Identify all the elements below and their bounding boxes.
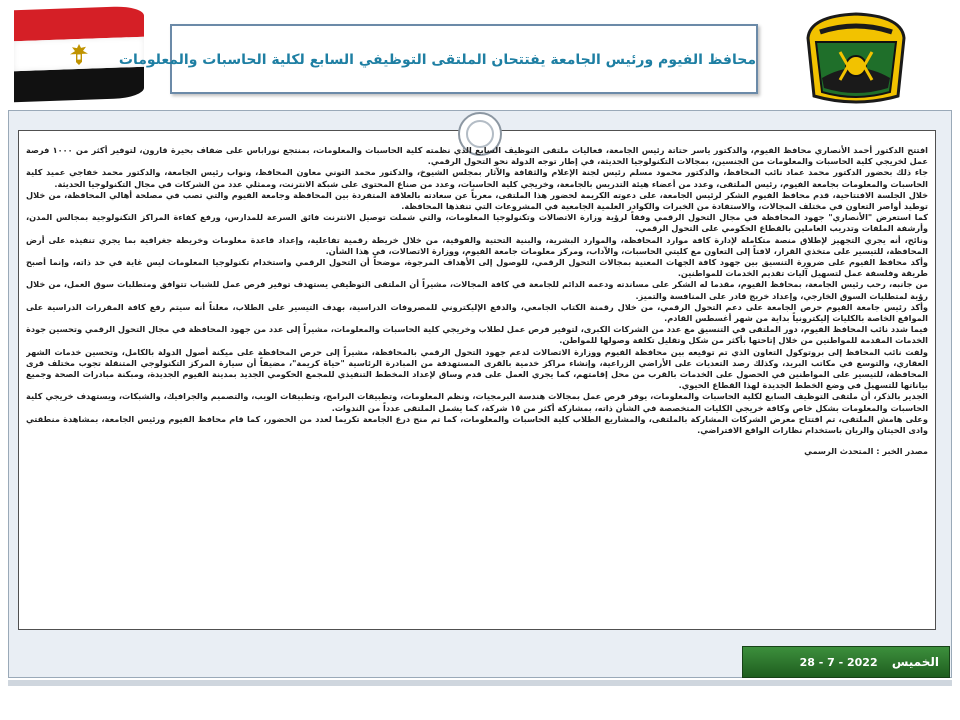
article-paragraph: خلال الجلسة الافتتاحية، قدم محافظ الفيوم الشكر لرئيس الجامعة، على دعوته الكريمة لحضور هذا الملتقى، معرباً عن سعادته بالعلاقة المتفردة بين المحافظة وجامعة الفيوم والتي تصب في مصلحة أهالي المحافظة، من خلال توطيد أواصر التعاون في مختلف المجالات، والاستفادة من الخبرات والكوادر العلمية الجامعية في المشروعات التي تنفذها المحافظة. — [26, 189, 928, 212]
article-paragraph: افتتح الدكتور أحمد الأنصاري محافظ الفيوم، والدكتور ياسر حتاتة رئيس الجامعة، فعاليات ملتقى التوظيف السابع الذي نظمته كلية الحاسبات والمعلومات، بمنتجع نوراباس على ضفاف بحيرة قارون، لتوفير أكثر من ١٠٠٠ فرصة عمل لخريجي كلية الحاسبات والمعلومات من الجنسين، بمجالات التكنولوجيا الحديثة، في إطار توجه الدولة نحو التحول الرقمي. — [26, 145, 928, 167]
article-paragraph: ونائح، أنه يجري التجهيز لإطلاق منصة متكاملة لإدارة كافة موارد المحافظة، والموارد البشرية، والبنية التحتية والفوقية، من خلال خريطة رقمية تفاعلية، وإعداد قاعدة معلومات وخريطة جغرافية بما يجري تنفيذه على أرض المحافظة، للتيسير على متخذي القرار، لافتاً إلى التعاون مع كليتي الحاسبات، والآداب، ومركز معلومات جامعة الفيوم، ووزارة الاتصالات، في هذا الشأن. — [26, 234, 928, 256]
news-source: مصدر الخبر : المتحدث الرسمي — [804, 446, 928, 457]
article-paragraph: ولفت نائب المحافظ إلى بروتوكول التعاون الذي تم توقيعه بين محافظة الفيوم ووزارة الاتصالات لدعم جهود التحول الرقمي بالمحافظة، مشيراً إلى حرص المحافظة على ميكنة أصول الدولة بالكامل، وتحسين خدمات الشهر العقاري، والتوسع في مكاتب البريد، وكذلك رصد التعديات على الأراضي الزراعية، وإنشاء مراكز خدمية بالقرى المستهدفة من المبادرة الرئاسية "حياة كريمة"، مضيفاً أن سيارة المركز التكنولوجي المتنقلة تجوب مختلف قرى المحافظة، للتيسير على المواطنين في الحصول على الخدمات بالقرب من محل إقامتهم، كما يجري العمل على قدم وساق لإعداد المخطط التنفيذي للمجمع الحكومي الجديد بمدينة الفيوم الجديدة، ومبكنة مبادرات الصحة وجميع بياناتها للتسهيل في وضع الخطط الجديدة لهذا القطاع الحيوي. — [26, 346, 928, 391]
title-box — [118, 24, 758, 94]
bottom-strip — [8, 680, 952, 686]
fayoum-governorate-logo-icon — [800, 8, 912, 108]
date-day: الخميس — [891, 655, 939, 669]
article-paragraph: من جانبه، رحب رئيس الجامعة، بمحافظ الفيوم، مقدما له الشكر على مساندته ودعمه الدائم للجامعة في كافة المجالات، مشيراً أن الملتقى التوظيفي يستهدف توفير فرص عمل للشباب تتوافق ومتطلبات سوق العمل، من خلال رؤية لمتطلبات السوق الخارجي، وإعداد خريج قادر على المنافسة والتميز. — [26, 279, 928, 301]
date-bar — [742, 646, 950, 678]
article-paragraph: جاء ذلك بحضور الدكتور محمد عماد نائب المحافظ، والدكتور محمود مسلم رئيس لجنة الإعلام والثقافة والآثار بمجلس الشيوخ، والدكتور محمد التوني معاون المحافظ، ونواب رئيس الجامعة، والدكتور محمد خفاجي عميد كلية الحاسبات والمعلومات بجامعة الفيوم، رئيس الملتقى، وعدد من أعضاء هيئة التدريس بالجامعة، وخريجي كلية الحاسبات، وعدد من صناع المحتوى على شبكة الانترنت، وممثلي عدد من الشركات في مجال التكنولوجيا الحديثة. — [26, 167, 928, 189]
article-paragraph: وعلى هامش الملتقى، تم افتتاح معرض الشركات المشاركة بالملتقى، والمشاريع الطلاب كلية الحاسبات والمعلومات، كما تم منح درع الجامعة تكريما لعدد من الحضور، كما قام محافظ الفيوم ورئيس الجامعة، بمشاهدة منطقتي وادى الحيتان والريان باستخدام نظارات الواقع الافتراضي. — [26, 413, 928, 436]
flag-red-band — [14, 6, 144, 41]
flag-black-band — [14, 67, 144, 102]
page-title: محافظ الفيوم ورئيس الجامعة يفتتحان الملتقى التوظيفي السابع لكلية الحاسبات والمعلومات — [118, 52, 756, 68]
article-paragraph: فيما شدد نائب المحافظ الفيوم، دور الملتقى في التنسيق مع عدد من الشركات الكبرى، لتوفير فرص عمل لطلاب وخريجي كلية الحاسبات والمعلومات، مشيراً إلى عدد من جهود المحافظة في مجال التحول الرقمي وتحسين جودة الخدمات المقدمة للمواطنين من خلال إتاحتها بأكثر من شكل وتقليل تكلفة وصولها للمواطن. — [26, 324, 928, 346]
eagle-of-saladin-icon — [66, 41, 92, 68]
article-paragraph: وأكد محافظ الفيوم على ضرورة التنسيق بين جهود كافة الجهات المعنية بمجالات التحول الرقمي، للوصول إلى الأهداف المرجوة، موضحاً أن التحول الرقمي واستخدام تكنولوجيا المعلومات ليس غاية في حد ذاته، وإنما أصبح طريقة وفلسفة عمل لتسهيل آليات تقديم الخدمات للمواطنين. — [26, 257, 928, 279]
article-paragraph: كما استعرض "الأنصاري" جهود المحافظة في مجال التحول الرقمي وفقاً لرؤية وزارة الاتصالات وتكنولوجيا المعلومات، والتي شملت توصيل الانترنت فائق السرعة للمدارس، ورفع كفاءة المراكز التكنولوجية بمجالس المدن، وأرشفة الملفات وتدريب العاملين بالقطاع الحكومي على التحول الرقمي. — [26, 212, 928, 234]
article-body — [26, 145, 928, 625]
article-paragraph: الجدير بالذكر، أن ملتقى التوظيف السابع لكلية الحاسبات والمعلومات، يوفر فرص عمل بمجالات هندسة البرمجيات، ونظم المعلومات، وتطبيقات البرامج، وتطبيقات الويب، والتصميم والجرافيك، والشبكات، ويستهدف خريجي كلية الحاسبات والمعلومات بشكل خاص وكافة خريجي الكليات المتخصصة في الشأن ذاته، بمشاركة أكثر من ١٥ شركة، كما يشمل الملتقى عدداً من الندوات. — [26, 391, 928, 413]
date-value: 28 - 7 - 2022 — [799, 656, 878, 669]
article-paragraph: وأكد رئيس جامعة الفيوم حرص الجامعة على دعم التحول الرقمي، من خلال رقمنة الكتاب الجامعي، والدفع الإليكتروني للمصروفات الدراسية، بهدف التيسير على الطلاب، معلناً أنه سيتم رفع كافة المقررات الدراسية على المواقع الخاصة بالكليات إليكترونياً بداية من شهر أغسطس القادم. — [26, 301, 928, 324]
